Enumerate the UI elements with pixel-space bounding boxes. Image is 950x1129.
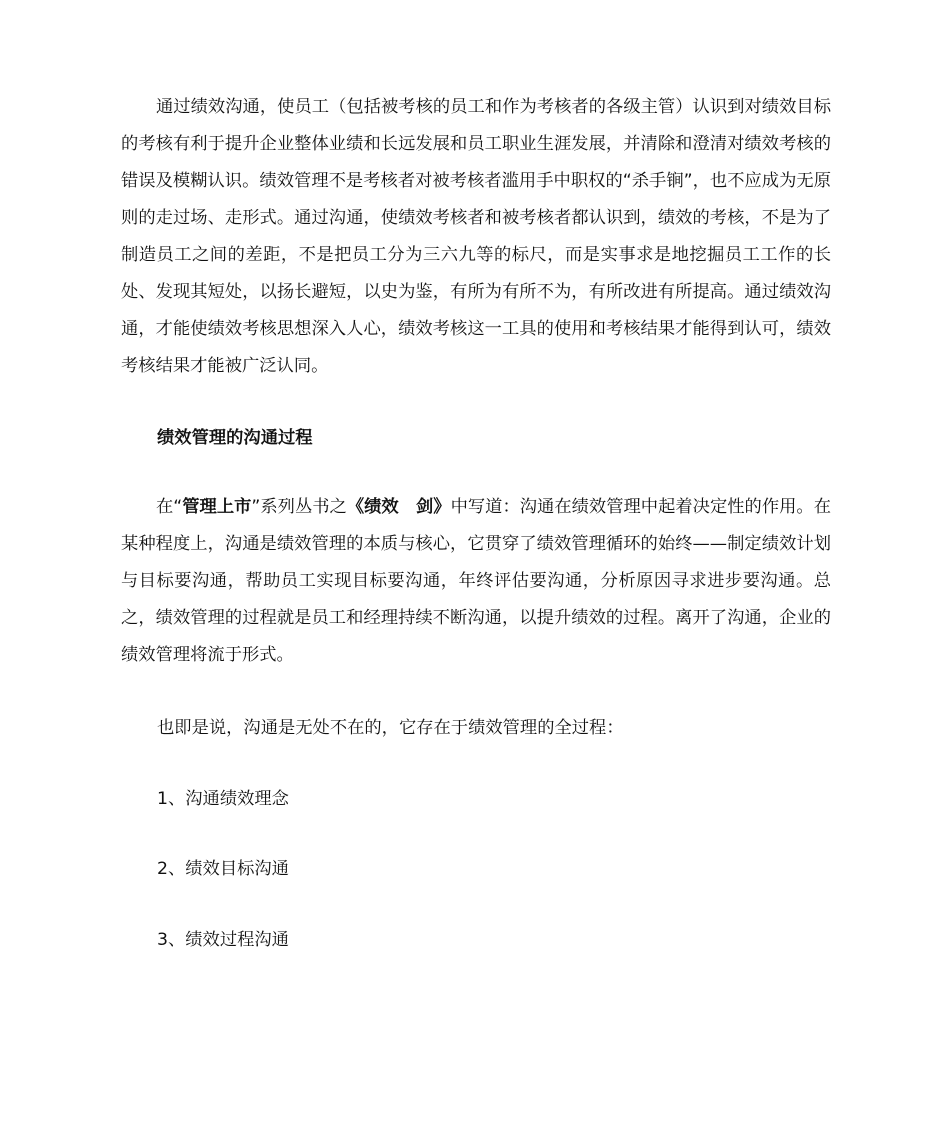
summary-sentence: 也即是说，沟通是无处不在的，它存在于绩效管理的全过程：	[157, 718, 624, 738]
para2-rest: 中写道：沟通在绩效管理中起着决定性的作用。在某种程度上，沟通是绩效管理的本质与核心，它贯穿了绩效管理循环的始终——制定绩效计划与目标要沟通，帮助员工实现目标要沟通，年终评估要沟通，分析原因寻求进步要沟通。总之，绩效管理的过程就是员工和经理持续不断沟通，以提升绩效的过程。离开了沟通，企业的绩效管理将流于形式。	[121, 497, 831, 665]
list-item: 1、沟通绩效理念	[157, 789, 289, 809]
list-item: 2、绩效目标沟通	[157, 859, 289, 879]
para2-prefix: 在“	[156, 497, 183, 517]
book-title: 《绩效 剑》	[346, 497, 451, 517]
list-item: 3、绩效过程沟通	[157, 930, 289, 950]
section-heading: 绩效管理的沟通过程	[157, 428, 313, 448]
para2-middle: ”系列丛书之	[251, 497, 347, 517]
process-paragraph	[121, 489, 831, 674]
series-name: 管理上市	[182, 497, 252, 517]
intro-paragraph: 通过绩效沟通，使员工（包括被考核的员工和作为考核者的各级主管）认识到对绩效目标的考核有利于提升企业整体业绩和长远发展和员工职业生涯发展，并清除和澄清对绩效考核的错误及模糊认识。绩效管理不是考核者对被考核者滥用手中职权的“杀手锏”，也不应成为无原则的走过场、走形式。通过沟通，使绩效考核者和被考核者都认识到，绩效的考核，不是为了制造员工之间的差距，不是把员工分为三六九等的标尺，而是实事求是地挖掘员工工作的长处、发现其短处，以扬长避短，以史为鉴，有所为有所不为，有所改进有所提高。通过绩效沟通，才能使绩效考核思想深入人心，绩效考核这一工具的使用和考核结果才能得到认可，绩效考核结果才能被广泛认同。	[121, 97, 831, 376]
